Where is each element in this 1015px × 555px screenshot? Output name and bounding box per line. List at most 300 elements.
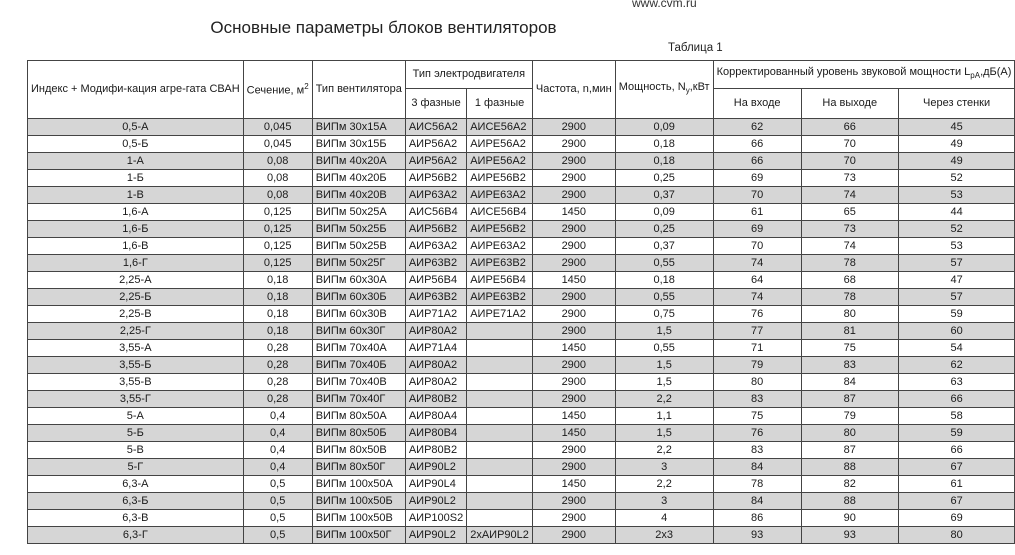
cell-sound-wall: 62: [898, 357, 1015, 374]
cell-fan-type: ВИПм 80х50Б: [312, 425, 405, 442]
cell-index: 2,25-В: [28, 306, 244, 323]
cell-motor-1-phase: [467, 442, 533, 459]
cell-index: 3,55-А: [28, 340, 244, 357]
table-row: [28, 493, 1015, 510]
cell-section: 0,125: [243, 255, 312, 272]
cell-sound-wall: 67: [898, 493, 1015, 510]
cell-power: 0,18: [615, 272, 713, 289]
cell-index: 1,6-Г: [28, 255, 244, 272]
cell-sound-wall: 61: [898, 476, 1015, 493]
cell-sound-inlet: 78: [713, 476, 801, 493]
cell-motor-3-phase: АИР80В2: [405, 442, 466, 459]
cell-sound-outlet: 68: [801, 272, 898, 289]
cell-frequency: 2900: [532, 221, 615, 238]
cell-section: 0,28: [243, 374, 312, 391]
cell-section: 0,125: [243, 221, 312, 238]
header-sound-text: Корректированный уровень звуковой мощности L: [716, 66, 971, 79]
cell-motor-1-phase: [467, 357, 533, 374]
cell-sound-outlet: 83: [801, 357, 898, 374]
cell-frequency: 1450: [532, 340, 615, 357]
cell-frequency: 2900: [532, 374, 615, 391]
header-outlet: На выходе: [801, 89, 898, 119]
table-row: [28, 374, 1015, 391]
cell-index: 1,6-А: [28, 204, 244, 221]
cell-motor-3-phase: АИР80А4: [405, 408, 466, 425]
header-sound-unit: ,дБ(А): [980, 66, 1012, 79]
cell-motor-3-phase: АИР80В2: [405, 391, 466, 408]
cell-sound-outlet: 87: [801, 391, 898, 408]
cell-motor-3-phase: АИР80В4: [405, 425, 466, 442]
cell-sound-wall: 67: [898, 459, 1015, 476]
cell-power: 0,18: [615, 153, 713, 170]
cell-fan-type: ВИПм 30х15А: [312, 119, 405, 136]
cell-frequency: 2900: [532, 187, 615, 204]
table-row: [28, 204, 1015, 221]
cell-sound-wall: 66: [898, 391, 1015, 408]
header-sound-power: [713, 61, 1015, 89]
cell-section: 0,4: [243, 459, 312, 476]
cell-sound-inlet: 66: [713, 153, 801, 170]
cell-sound-outlet: 80: [801, 425, 898, 442]
table-row: [28, 357, 1015, 374]
cell-sound-wall: 53: [898, 187, 1015, 204]
cell-power: 1,1: [615, 408, 713, 425]
cell-index: 2,25-А: [28, 272, 244, 289]
cell-motor-1-phase: АИРЕ56В4: [467, 272, 533, 289]
header-through-wall: Через стенки: [898, 89, 1015, 119]
cell-sound-outlet: 88: [801, 493, 898, 510]
cell-motor-1-phase: АИРЕ63А2: [467, 187, 533, 204]
header-fan-type: Тип вентилятора: [312, 61, 405, 119]
cell-sound-inlet: 76: [713, 306, 801, 323]
cell-sound-wall: 66: [898, 442, 1015, 459]
table-row: [28, 255, 1015, 272]
cell-sound-wall: 49: [898, 136, 1015, 153]
cell-power: 2х3: [615, 527, 713, 544]
cell-motor-1-phase: [467, 425, 533, 442]
cell-frequency: 2900: [532, 527, 615, 544]
cell-index: 6,3-А: [28, 476, 244, 493]
table-number: Таблица 1: [668, 42, 723, 54]
cell-power: 0,09: [615, 119, 713, 136]
cell-power: 0,37: [615, 238, 713, 255]
cell-motor-3-phase: АИР63А2: [405, 187, 466, 204]
cell-sound-inlet: 80: [713, 374, 801, 391]
table-body: [28, 119, 1015, 544]
cell-sound-wall: 69: [898, 510, 1015, 527]
cell-motor-3-phase: АИР90L2: [405, 493, 466, 510]
table-row: [28, 391, 1015, 408]
cell-fan-type: ВИПм 100х50А: [312, 476, 405, 493]
cell-index: 5-В: [28, 442, 244, 459]
cell-section: 0,045: [243, 136, 312, 153]
cell-frequency: 2900: [532, 391, 615, 408]
table-row: [28, 136, 1015, 153]
header-motor-type: Тип электродвигателя: [405, 61, 532, 89]
cell-power: 3: [615, 459, 713, 476]
cell-sound-inlet: 66: [713, 136, 801, 153]
cell-power: 0,55: [615, 289, 713, 306]
cell-frequency: 2900: [532, 255, 615, 272]
cell-fan-type: ВИПм 60х30А: [312, 272, 405, 289]
cell-power: 1,5: [615, 323, 713, 340]
cell-sound-wall: 44: [898, 204, 1015, 221]
cell-fan-type: ВИПм 70х40Б: [312, 357, 405, 374]
cell-section: 0,5: [243, 510, 312, 527]
cell-section: 0,5: [243, 527, 312, 544]
cell-index: 1-А: [28, 153, 244, 170]
cell-sound-inlet: 69: [713, 170, 801, 187]
cell-motor-1-phase: [467, 340, 533, 357]
cell-index: 5-Г: [28, 459, 244, 476]
cell-motor-3-phase: АИР80А2: [405, 357, 466, 374]
cell-sound-inlet: 84: [713, 493, 801, 510]
cell-sound-inlet: 84: [713, 459, 801, 476]
cell-fan-type: ВИПм 50х25Г: [312, 255, 405, 272]
cell-sound-outlet: 75: [801, 340, 898, 357]
cell-sound-inlet: 70: [713, 238, 801, 255]
cell-section: 0,18: [243, 323, 312, 340]
cell-sound-outlet: 80: [801, 306, 898, 323]
cell-power: 0,09: [615, 204, 713, 221]
cell-sound-inlet: 70: [713, 187, 801, 204]
cell-fan-type: ВИПм 70х40Г: [312, 391, 405, 408]
cell-power: 1,5: [615, 425, 713, 442]
cell-sound-wall: 80: [898, 527, 1015, 544]
table-row: [28, 272, 1015, 289]
table-row: [28, 289, 1015, 306]
cell-power: 0,55: [615, 340, 713, 357]
header-power: [615, 61, 713, 119]
cell-section: 0,08: [243, 153, 312, 170]
cell-motor-1-phase: АИРЕ71А2: [467, 306, 533, 323]
cell-power: 2,2: [615, 442, 713, 459]
cell-motor-3-phase: АИР63В2: [405, 255, 466, 272]
cell-power: 0,75: [615, 306, 713, 323]
table-row: [28, 340, 1015, 357]
cell-motor-3-phase: АИС56А2: [405, 119, 466, 136]
cell-sound-inlet: 79: [713, 357, 801, 374]
cell-motor-1-phase: АИРЕ63В2: [467, 289, 533, 306]
cell-sound-wall: 58: [898, 408, 1015, 425]
cell-sound-inlet: 74: [713, 255, 801, 272]
cell-section: 0,5: [243, 476, 312, 493]
cell-motor-1-phase: АИРЕ56В2: [467, 221, 533, 238]
cell-frequency: 2900: [532, 306, 615, 323]
cell-index: 3,55-В: [28, 374, 244, 391]
cell-motor-3-phase: АИР80А2: [405, 374, 466, 391]
header-section: [243, 61, 312, 119]
table-row: [28, 323, 1015, 340]
table-row: [28, 476, 1015, 493]
cell-motor-1-phase: АИРЕ63В2: [467, 255, 533, 272]
cell-sound-outlet: 74: [801, 187, 898, 204]
cell-motor-1-phase: [467, 374, 533, 391]
cell-sound-outlet: 65: [801, 204, 898, 221]
cell-motor-3-phase: АИР100S2: [405, 510, 466, 527]
cell-motor-3-phase: АИР56В2: [405, 221, 466, 238]
cell-motor-3-phase: АИР56В4: [405, 272, 466, 289]
header-three-phase: 3 фазные: [405, 89, 466, 119]
cell-power: 1,5: [615, 374, 713, 391]
cell-frequency: 2900: [532, 459, 615, 476]
cell-fan-type: ВИПм 50х25Б: [312, 221, 405, 238]
cell-motor-1-phase: [467, 493, 533, 510]
cell-motor-1-phase: [467, 459, 533, 476]
cell-frequency: 2900: [532, 153, 615, 170]
cell-index: 3,55-Г: [28, 391, 244, 408]
cell-frequency: 1450: [532, 272, 615, 289]
cell-motor-3-phase: АИР56А2: [405, 153, 466, 170]
cell-section: 0,4: [243, 442, 312, 459]
table-row: [28, 510, 1015, 527]
cell-frequency: 2900: [532, 493, 615, 510]
cell-fan-type: ВИПм 100х50В: [312, 510, 405, 527]
cell-motor-3-phase: АИР90L2: [405, 527, 466, 544]
header-frequency: Частота, n,мин: [532, 61, 615, 119]
cell-motor-1-phase: АИРЕ56А2: [467, 153, 533, 170]
cell-power: 0,37: [615, 187, 713, 204]
cell-frequency: 1450: [532, 476, 615, 493]
table-row: [28, 153, 1015, 170]
cell-section: 0,28: [243, 391, 312, 408]
cell-motor-1-phase: [467, 510, 533, 527]
cell-sound-wall: 49: [898, 153, 1015, 170]
header-power-text: Мощность, N: [618, 81, 686, 94]
cell-sound-wall: 59: [898, 306, 1015, 323]
cell-sound-inlet: 86: [713, 510, 801, 527]
table-row: [28, 306, 1015, 323]
cell-section: 0,4: [243, 408, 312, 425]
cell-sound-inlet: 62: [713, 119, 801, 136]
table-row: [28, 442, 1015, 459]
cell-frequency: 2900: [532, 238, 615, 255]
cell-sound-outlet: 81: [801, 323, 898, 340]
cell-motor-1-phase: АИСЕ56А2: [467, 119, 533, 136]
cell-sound-outlet: 73: [801, 221, 898, 238]
cell-motor-3-phase: АИР63А2: [405, 238, 466, 255]
cell-frequency: 2900: [532, 323, 615, 340]
cell-sound-wall: 53: [898, 238, 1015, 255]
cell-index: 3,55-Б: [28, 357, 244, 374]
cell-frequency: 2900: [532, 442, 615, 459]
cell-motor-1-phase: АИРЕ63А2: [467, 238, 533, 255]
cell-section: 0,08: [243, 170, 312, 187]
page-title: Основные параметры блоков вентиляторов: [210, 18, 557, 37]
cell-sound-outlet: 66: [801, 119, 898, 136]
cell-index: 1,6-В: [28, 238, 244, 255]
cell-fan-type: ВИПм 70х40В: [312, 374, 405, 391]
header-index: Индекс + Модифи-кация агре-гата СВАН: [28, 61, 244, 119]
cell-power: 0,25: [615, 170, 713, 187]
cell-fan-type: ВИПм 100х50Г: [312, 527, 405, 544]
cell-sound-inlet: 76: [713, 425, 801, 442]
cell-sound-wall: 45: [898, 119, 1015, 136]
cell-sound-outlet: 87: [801, 442, 898, 459]
cell-motor-3-phase: АИР63В2: [405, 289, 466, 306]
cell-frequency: 2900: [532, 510, 615, 527]
cell-fan-type: ВИПм 40х20А: [312, 153, 405, 170]
cell-frequency: 2900: [532, 119, 615, 136]
header-power-sub: у: [685, 86, 690, 96]
header-section-text: Сечение, м: [246, 85, 305, 98]
cell-section: 0,28: [243, 357, 312, 374]
cell-sound-wall: 59: [898, 425, 1015, 442]
cell-index: 1-В: [28, 187, 244, 204]
header-power-unit: ,кВт: [689, 81, 710, 94]
cell-index: 0,5-А: [28, 119, 244, 136]
cell-index: 0,5-Б: [28, 136, 244, 153]
cell-motor-1-phase: [467, 476, 533, 493]
cell-sound-outlet: 79: [801, 408, 898, 425]
cell-section: 0,5: [243, 493, 312, 510]
table-row: [28, 170, 1015, 187]
cell-power: 2,2: [615, 476, 713, 493]
cell-sound-wall: 52: [898, 221, 1015, 238]
cell-sound-outlet: 82: [801, 476, 898, 493]
table-row: [28, 408, 1015, 425]
cell-sound-outlet: 70: [801, 153, 898, 170]
cell-motor-3-phase: АИР56В2: [405, 170, 466, 187]
cell-motor-3-phase: АИР56А2: [405, 136, 466, 153]
cell-power: 2,2: [615, 391, 713, 408]
cell-fan-type: ВИПм 30х15Б: [312, 136, 405, 153]
cell-section: 0,18: [243, 306, 312, 323]
cell-index: 2,25-Г: [28, 323, 244, 340]
cell-motor-3-phase: АИР80А2: [405, 323, 466, 340]
cell-sound-inlet: 69: [713, 221, 801, 238]
cell-sound-outlet: 73: [801, 170, 898, 187]
header-section-unit-sup: 2: [304, 82, 309, 92]
table-row: [28, 221, 1015, 238]
cell-sound-wall: 52: [898, 170, 1015, 187]
cell-sound-wall: 60: [898, 323, 1015, 340]
cell-motor-3-phase: АИР71А2: [405, 306, 466, 323]
cell-sound-outlet: 78: [801, 255, 898, 272]
cell-power: 0,25: [615, 221, 713, 238]
cell-sound-inlet: 77: [713, 323, 801, 340]
cell-sound-inlet: 71: [713, 340, 801, 357]
cell-section: 0,045: [243, 119, 312, 136]
cell-motor-3-phase: АИР71А4: [405, 340, 466, 357]
cell-frequency: 2900: [532, 136, 615, 153]
cell-index: 1-Б: [28, 170, 244, 187]
table-row: [28, 238, 1015, 255]
header-one-phase: 1 фазные: [467, 89, 533, 119]
header-inlet: На входе: [713, 89, 801, 119]
cell-motor-1-phase: [467, 323, 533, 340]
cell-motor-1-phase: АИРЕ56А2: [467, 136, 533, 153]
cell-power: 1,5: [615, 357, 713, 374]
cell-sound-outlet: 84: [801, 374, 898, 391]
cell-sound-wall: 63: [898, 374, 1015, 391]
cell-fan-type: ВИПм 40х20В: [312, 187, 405, 204]
cell-fan-type: ВИПм 80х50А: [312, 408, 405, 425]
cell-section: 0,125: [243, 238, 312, 255]
cell-index: 5-Б: [28, 425, 244, 442]
cell-fan-type: ВИПм 100х50Б: [312, 493, 405, 510]
cell-fan-type: ВИПм 50х25В: [312, 238, 405, 255]
cell-section: 0,125: [243, 204, 312, 221]
cell-fan-type: ВИПм 80х50Г: [312, 459, 405, 476]
cell-frequency: 2900: [532, 170, 615, 187]
site-url: www.cvm.ru: [632, 0, 697, 10]
cell-section: 0,28: [243, 340, 312, 357]
cell-sound-outlet: 78: [801, 289, 898, 306]
cell-fan-type: ВИПм 50х25А: [312, 204, 405, 221]
cell-motor-3-phase: АИС56В4: [405, 204, 466, 221]
cell-sound-wall: 47: [898, 272, 1015, 289]
cell-frequency: 1450: [532, 204, 615, 221]
cell-fan-type: ВИПм 70х40А: [312, 340, 405, 357]
cell-sound-wall: 57: [898, 255, 1015, 272]
cell-sound-outlet: 93: [801, 527, 898, 544]
cell-power: 0,18: [615, 136, 713, 153]
table-row: [28, 187, 1015, 204]
cell-fan-type: ВИПм 60х30Г: [312, 323, 405, 340]
cell-frequency: 1450: [532, 425, 615, 442]
cell-motor-1-phase: АИРЕ56В2: [467, 170, 533, 187]
cell-sound-wall: 57: [898, 289, 1015, 306]
header-sound-sub: pA: [970, 71, 981, 81]
cell-section: 0,18: [243, 289, 312, 306]
cell-section: 0,18: [243, 272, 312, 289]
cell-fan-type: ВИПм 60х30Б: [312, 289, 405, 306]
cell-fan-type: ВИПм 40х20Б: [312, 170, 405, 187]
cell-sound-outlet: 70: [801, 136, 898, 153]
cell-index: 5-А: [28, 408, 244, 425]
cell-sound-inlet: 83: [713, 391, 801, 408]
table-row: [28, 459, 1015, 476]
cell-frequency: 2900: [532, 289, 615, 306]
table-row: [28, 119, 1015, 136]
cell-sound-inlet: 75: [713, 408, 801, 425]
cell-index: 6,3-Г: [28, 527, 244, 544]
cell-sound-inlet: 61: [713, 204, 801, 221]
cell-power: 3: [615, 493, 713, 510]
cell-motor-1-phase: АИСЕ56В4: [467, 204, 533, 221]
cell-index: 6,3-Б: [28, 493, 244, 510]
cell-motor-3-phase: АИР90L4: [405, 476, 466, 493]
cell-motor-1-phase: [467, 391, 533, 408]
cell-motor-3-phase: АИР90L2: [405, 459, 466, 476]
cell-section: 0,4: [243, 425, 312, 442]
cell-fan-type: ВИПм 80х50В: [312, 442, 405, 459]
cell-index: 2,25-Б: [28, 289, 244, 306]
cell-sound-outlet: 90: [801, 510, 898, 527]
cell-fan-type: ВИПм 60х30В: [312, 306, 405, 323]
cell-motor-1-phase: [467, 408, 533, 425]
cell-sound-outlet: 74: [801, 238, 898, 255]
cell-sound-inlet: 83: [713, 442, 801, 459]
cell-frequency: 1450: [532, 408, 615, 425]
cell-index: 1,6-Б: [28, 221, 244, 238]
cell-sound-inlet: 64: [713, 272, 801, 289]
cell-sound-outlet: 88: [801, 459, 898, 476]
table-row: [28, 527, 1015, 544]
cell-motor-1-phase: 2хАИР90L2: [467, 527, 533, 544]
cell-sound-wall: 54: [898, 340, 1015, 357]
table-row: [28, 425, 1015, 442]
cell-power: 0,55: [615, 255, 713, 272]
cell-sound-inlet: 93: [713, 527, 801, 544]
cell-index: 6,3-В: [28, 510, 244, 527]
cell-sound-inlet: 74: [713, 289, 801, 306]
cell-section: 0,08: [243, 187, 312, 204]
cell-power: 4: [615, 510, 713, 527]
fan-parameters-table: [27, 60, 1015, 544]
cell-frequency: 2900: [532, 357, 615, 374]
